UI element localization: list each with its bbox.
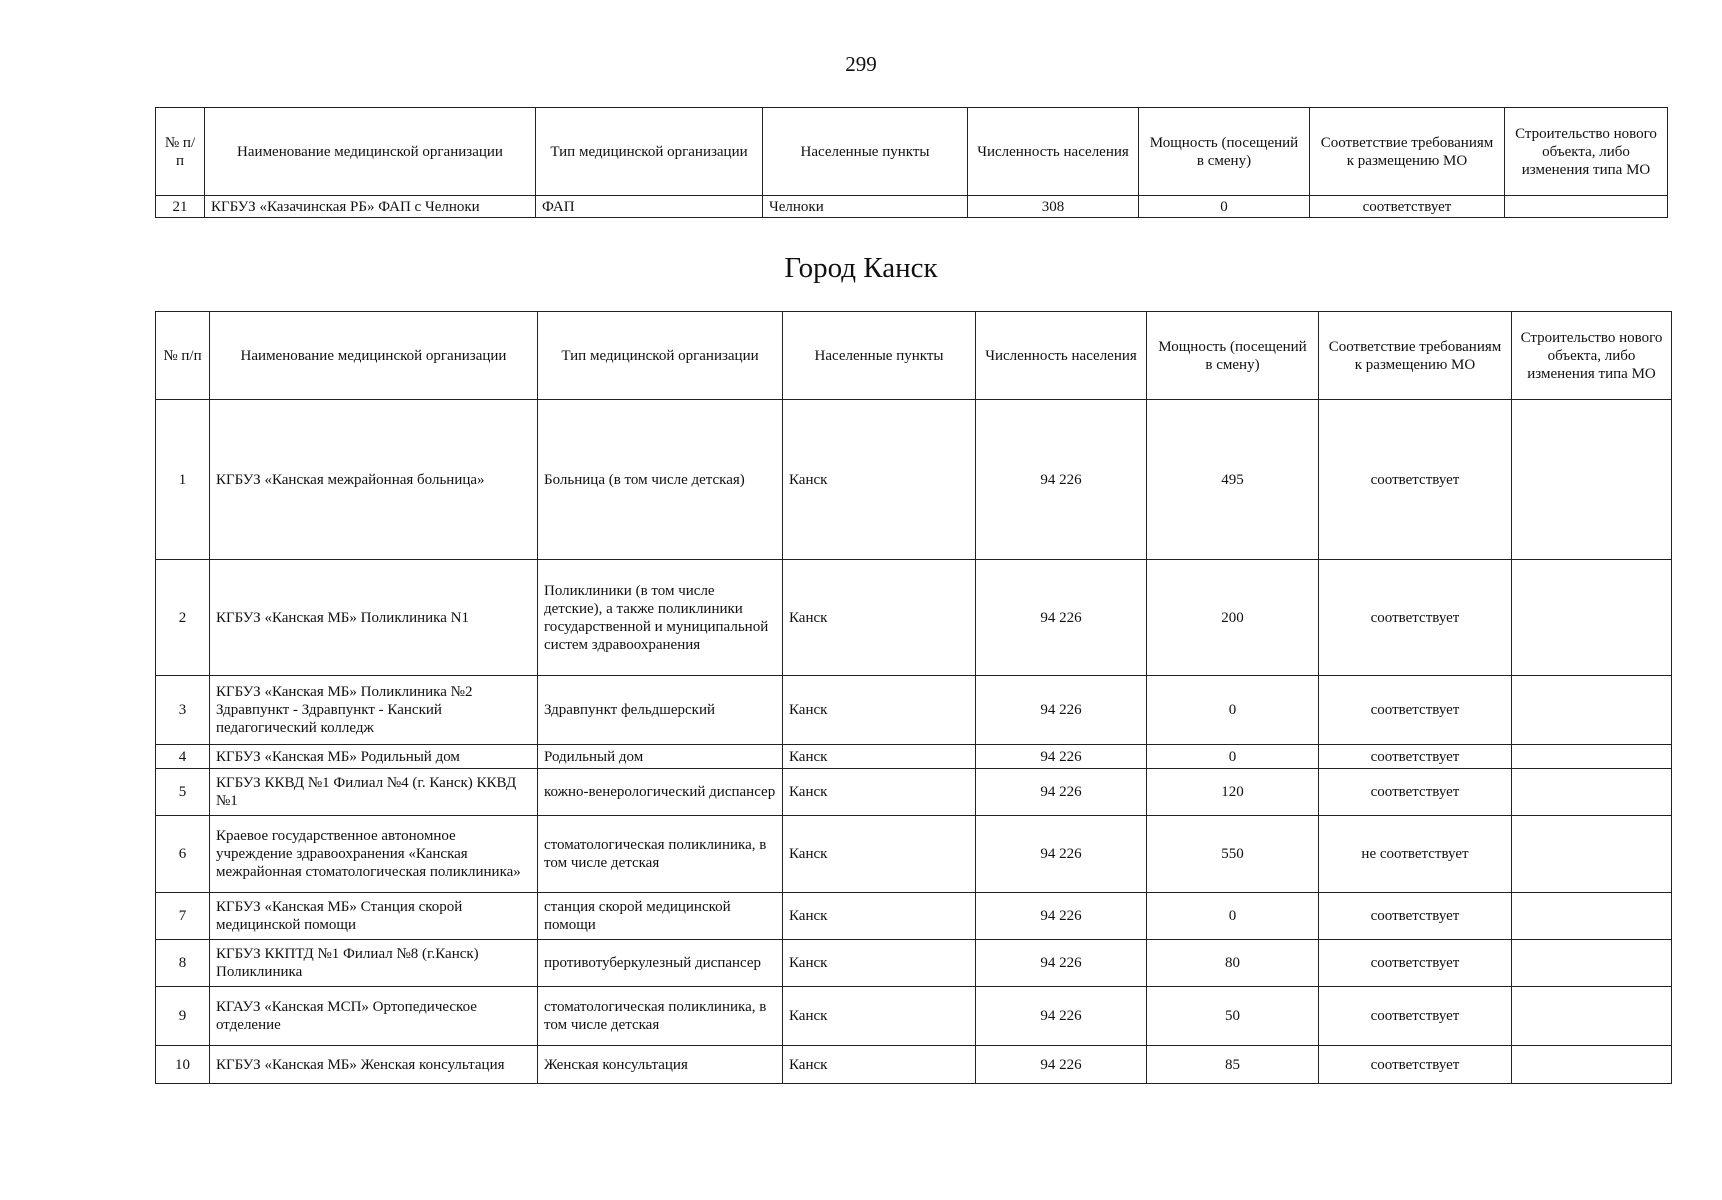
header-compliance: Соответствие требованиям к размещению МО — [1310, 108, 1505, 196]
cell-population: 94 226 — [976, 1046, 1147, 1084]
table-header-row — [156, 108, 1668, 196]
cell-population: 94 226 — [976, 893, 1147, 940]
cell-settlement: Челноки — [763, 196, 968, 218]
cell-settlement: Канск — [783, 1046, 976, 1084]
cell-type: противотуберкулезный диспансер — [538, 940, 783, 987]
cell-name: Краевое государственное автономное учреждение здравоохранения «Канская межрайонная стоматологическая поликлиника» — [210, 816, 538, 893]
cell-num: 5 — [156, 769, 210, 816]
cell-construction — [1512, 745, 1672, 769]
cell-num: 9 — [156, 987, 210, 1046]
table-row — [156, 769, 1672, 816]
cell-name: КГАУЗ «Канская МСП» Ортопедическое отделение — [210, 987, 538, 1046]
cell-population: 94 226 — [976, 676, 1147, 745]
cell-settlement: Канск — [783, 745, 976, 769]
table-row — [156, 893, 1672, 940]
cell-compliance: соответствует — [1319, 940, 1512, 987]
cell-capacity: 495 — [1147, 400, 1319, 560]
cell-type: Родильный дом — [538, 745, 783, 769]
cell-settlement: Канск — [783, 676, 976, 745]
cell-construction — [1512, 1046, 1672, 1084]
cell-name: КГБУЗ «Канская МБ» Родильный дом — [210, 745, 538, 769]
cell-population: 94 226 — [976, 400, 1147, 560]
table-row — [156, 987, 1672, 1046]
cell-compliance: не соответствует — [1319, 816, 1512, 893]
cell-population: 94 226 — [976, 745, 1147, 769]
cell-settlement: Канск — [783, 560, 976, 676]
cell-settlement: Канск — [783, 769, 976, 816]
cell-type: станция скорой медицинской помощи — [538, 893, 783, 940]
cell-construction — [1512, 987, 1672, 1046]
cell-compliance: соответствует — [1319, 560, 1512, 676]
cell-capacity: 0 — [1147, 745, 1319, 769]
cell-settlement: Канск — [783, 987, 976, 1046]
cell-capacity: 0 — [1147, 676, 1319, 745]
cell-capacity: 50 — [1147, 987, 1319, 1046]
cell-name: КГБУЗ ККПТД №1 Филиал №8 (г.Канск) Поликлиника — [210, 940, 538, 987]
cell-num: 3 — [156, 676, 210, 745]
table-row — [156, 560, 1672, 676]
cell-num: 21 — [156, 196, 205, 218]
header-num: № п/п — [156, 312, 210, 400]
cell-name: КГБУЗ «Казачинская РБ» ФАП с Челноки — [205, 196, 536, 218]
cell-compliance: соответствует — [1319, 987, 1512, 1046]
cell-capacity: 85 — [1147, 1046, 1319, 1084]
cell-population: 94 226 — [976, 987, 1147, 1046]
cell-compliance: соответствует — [1319, 676, 1512, 745]
cell-num: 8 — [156, 940, 210, 987]
cell-construction — [1512, 676, 1672, 745]
header-compliance: Соответствие требованиям к размещению МО — [1319, 312, 1512, 400]
header-name: Наименование медицинской организации — [210, 312, 538, 400]
cell-compliance: соответствует — [1319, 769, 1512, 816]
table-row — [156, 745, 1672, 769]
cell-type: Больница (в том числе детская) — [538, 400, 783, 560]
cell-capacity: 550 — [1147, 816, 1319, 893]
cell-settlement: Канск — [783, 940, 976, 987]
medical-organizations-table — [155, 311, 1672, 1084]
cell-num: 2 — [156, 560, 210, 676]
cell-compliance: соответствует — [1310, 196, 1505, 218]
cell-capacity: 200 — [1147, 560, 1319, 676]
cell-num: 4 — [156, 745, 210, 769]
cell-population: 94 226 — [976, 560, 1147, 676]
table-row — [156, 940, 1672, 987]
header-capacity: Мощность (посещений в смену) — [1139, 108, 1310, 196]
header-capacity: Мощность (посещений в смену) — [1147, 312, 1319, 400]
section-title: Город Канск — [784, 252, 938, 284]
continuation-table — [155, 107, 1668, 218]
cell-type: Здравпункт фельдшерский — [538, 676, 783, 745]
cell-population: 94 226 — [976, 816, 1147, 893]
header-construction: Строительство нового объекта, либо изменения типа МО — [1505, 108, 1668, 196]
cell-capacity: 0 — [1139, 196, 1310, 218]
table-row — [156, 1046, 1672, 1084]
cell-type: Поликлиники (в том числе детские), а также поликлиники государственной и муниципальной систем здравоохранения — [538, 560, 783, 676]
cell-type: кожно-венерологический диспансер — [538, 769, 783, 816]
cell-type: Женская консультация — [538, 1046, 783, 1084]
header-construction: Строительство нового объекта, либо изменения типа МО — [1512, 312, 1672, 400]
table-row — [156, 196, 1668, 218]
cell-construction — [1512, 400, 1672, 560]
cell-type: ФАП — [536, 196, 763, 218]
cell-construction — [1505, 196, 1668, 218]
header-settlements: Населенные пункты — [783, 312, 976, 400]
cell-name: КГБУЗ «Канская МБ» Поликлиника N1 — [210, 560, 538, 676]
cell-construction — [1512, 816, 1672, 893]
header-num: № п/п — [156, 108, 205, 196]
cell-settlement: Канск — [783, 893, 976, 940]
table-row — [156, 816, 1672, 893]
cell-name: КГБУЗ ККВД №1 Филиал №4 (г. Канск) ККВД №1 — [210, 769, 538, 816]
header-population: Численность населения — [968, 108, 1139, 196]
cell-capacity: 80 — [1147, 940, 1319, 987]
header-population: Численность населения — [976, 312, 1147, 400]
cell-name: КГБУЗ «Канская МБ» Станция скорой медицинской помощи — [210, 893, 538, 940]
header-name: Наименование медицинской организации — [205, 108, 536, 196]
cell-num: 6 — [156, 816, 210, 893]
cell-construction — [1512, 940, 1672, 987]
cell-num: 7 — [156, 893, 210, 940]
cell-settlement: Канск — [783, 400, 976, 560]
cell-construction — [1512, 560, 1672, 676]
cell-compliance: соответствует — [1319, 1046, 1512, 1084]
header-type: Тип медицинской организации — [536, 108, 763, 196]
table-row — [156, 400, 1672, 560]
cell-capacity: 120 — [1147, 769, 1319, 816]
page-number: 299 — [845, 52, 877, 76]
cell-population: 94 226 — [976, 769, 1147, 816]
cell-construction — [1512, 769, 1672, 816]
cell-capacity: 0 — [1147, 893, 1319, 940]
cell-name: КГБУЗ «Канская межрайонная больница» — [210, 400, 538, 560]
cell-compliance: соответствует — [1319, 745, 1512, 769]
cell-num: 10 — [156, 1046, 210, 1084]
cell-type: стоматологическая поликлиника, в том числе детская — [538, 987, 783, 1046]
cell-name: КГБУЗ «Канская МБ» Женская консультация — [210, 1046, 538, 1084]
header-type: Тип медицинской организации — [538, 312, 783, 400]
cell-num: 1 — [156, 400, 210, 560]
cell-construction — [1512, 893, 1672, 940]
cell-compliance: соответствует — [1319, 893, 1512, 940]
table-row — [156, 676, 1672, 745]
cell-settlement: Канск — [783, 816, 976, 893]
cell-population: 308 — [968, 196, 1139, 218]
cell-compliance: соответствует — [1319, 400, 1512, 560]
cell-population: 94 226 — [976, 940, 1147, 987]
cell-type: стоматологическая поликлиника, в том числе детская — [538, 816, 783, 893]
table-header-row — [156, 312, 1672, 400]
header-settlements: Населенные пункты — [763, 108, 968, 196]
cell-name: КГБУЗ «Канская МБ» Поликлиника №2 Здравпункт - Здравпункт - Канский педагогический колледж — [210, 676, 538, 745]
